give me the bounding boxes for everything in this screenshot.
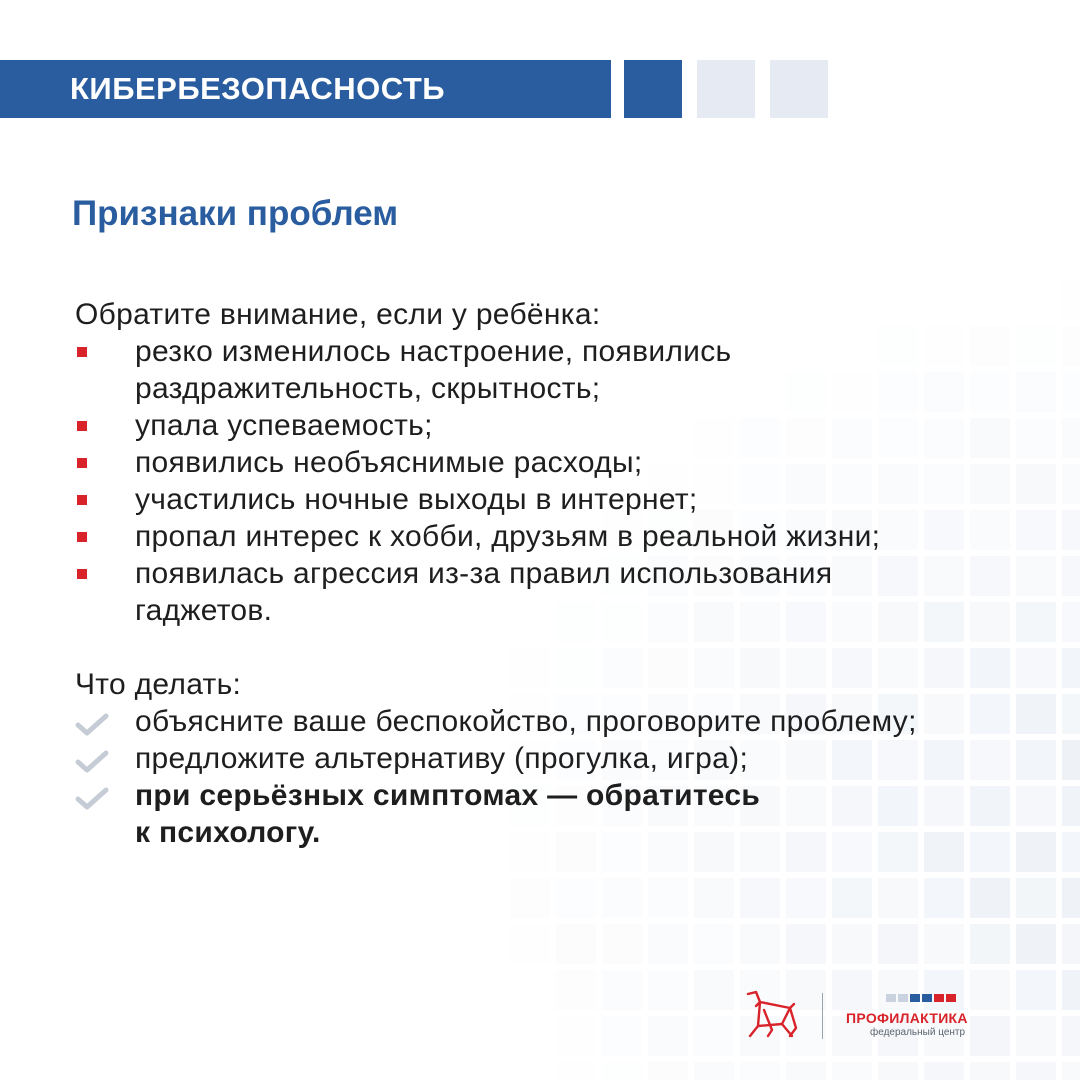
mosaic-tile [648,1016,688,1056]
mosaic-tile [970,372,1010,412]
sign-text: пропал интерес к хобби, друзьям в реальной жизни; [135,520,881,553]
mosaic-tile [1016,602,1056,642]
main-content [75,296,935,851]
mosaic-tile [648,878,688,918]
mosaic-tile [970,510,1010,550]
mosaic-tile [970,326,1010,366]
mosaic-tile [1016,372,1056,412]
mosaic-tile [1062,970,1080,1010]
mosaic-tile [832,878,872,918]
horse-logo-icon [742,990,800,1040]
action-text-bold-line2: к психологу. [135,816,321,849]
mosaic-tile [602,1062,642,1080]
mosaic-tile [1062,372,1080,412]
mosaic-tile [970,740,1010,780]
mosaic-tile [970,694,1010,734]
list-item [75,444,935,481]
mosaic-tile [970,648,1010,688]
header-title: КИБЕРБЕЗОПАСНОСТЬ [70,71,446,106]
mosaic-tile [1062,740,1080,780]
footer-divider [822,993,823,1039]
list-item [75,777,935,851]
mosaic-tile [1062,556,1080,596]
header-square-dark [624,60,682,118]
header-square-light [770,60,828,118]
actions-list [75,703,935,851]
mosaic-tile [970,556,1010,596]
mosaic-tile [924,878,964,918]
mosaic-tile [648,924,688,964]
mosaic-tile [1016,740,1056,780]
sign-text: участились ночные выходы в интернет; [135,483,698,516]
list-item [75,555,935,629]
mosaic-tile [924,924,964,964]
mosaic-tile [970,832,1010,872]
action-text: предложите альтернативу (прогулка, игра); [135,742,749,775]
mosaic-tile [1062,280,1080,320]
mosaic-tile [602,878,642,918]
checkmark-icon [75,750,109,774]
mosaic-tile [1062,924,1080,964]
mosaic-tile [1016,832,1056,872]
red-square-bullet-icon [77,458,87,468]
mosaic-tile [970,878,1010,918]
mosaic-tile [1062,418,1080,458]
sign-text: упала успеваемость; [135,409,433,442]
mosaic-tile [970,786,1010,826]
mosaic-tile [694,924,734,964]
mosaic-tile [1062,786,1080,826]
checkmark-icon [75,787,109,811]
mosaic-tile [1016,326,1056,366]
list-item [75,518,935,555]
mosaic-tile [556,924,596,964]
mosaic-tile [832,1062,872,1080]
mosaic-tile [1062,648,1080,688]
mosaic-tile [1062,326,1080,366]
mosaic-tile [556,878,596,918]
action-text: объясните ваше беспокойство, проговорите проблему; [135,705,917,738]
list-item [75,333,935,407]
mosaic-tile [1062,1016,1080,1056]
mosaic-tile [1016,464,1056,504]
mosaic-tile [556,1062,596,1080]
signs-intro: Обратите внимание, если у ребёнка: [75,298,601,331]
mosaic-tile [832,924,872,964]
spacer [75,629,935,666]
mosaic-tile [970,602,1010,642]
sign-text: появились необъяснимые расходы; [135,446,643,479]
mosaic-tile [602,970,642,1010]
sign-text: появилась агрессия из-за правил использования гаджетов. [135,557,833,627]
mosaic-tile [970,1062,1010,1080]
mosaic-tile [970,464,1010,504]
mosaic-tile [694,970,734,1010]
mosaic-tile [1016,510,1056,550]
mosaic-tile [1062,694,1080,734]
brand-subtitle: федеральный центр [870,1027,966,1038]
mosaic-tile [878,878,918,918]
actions-intro: Что делать: [75,668,242,701]
action-text-bold-line1: при серьёзных симптомах — обратитесь [135,779,761,812]
mosaic-tile [556,1016,596,1056]
mosaic-tile [924,1062,964,1080]
mosaic-tile [1016,694,1056,734]
mosaic-tile [878,924,918,964]
brand-name: ПРОФИЛАКТИКА [846,1010,968,1026]
mosaic-tile [1016,556,1056,596]
mosaic-tile [602,1016,642,1056]
mosaic-tile [878,1062,918,1080]
mosaic-tile [740,878,780,918]
mosaic-tile [1016,878,1056,918]
red-square-bullet-icon [77,495,87,505]
mosaic-tile [1062,832,1080,872]
red-square-bullet-icon [77,532,87,542]
list-item [75,481,935,518]
checkmark-icon [75,713,109,737]
mosaic-tile [786,924,826,964]
section-title: Признаки проблем [72,194,399,233]
brand-logo [846,994,1006,1038]
mosaic-tile [1062,464,1080,504]
list-item [75,407,935,444]
mosaic-tile [1016,418,1056,458]
mosaic-tile [1016,1016,1056,1056]
mosaic-tile [1062,510,1080,550]
mosaic-tile [648,970,688,1010]
red-square-bullet-icon [77,569,87,579]
mosaic-tile [602,924,642,964]
mosaic-tile [648,1062,688,1080]
mosaic-tile [510,924,550,964]
mosaic-tile [1016,1062,1056,1080]
header-banner [0,60,611,118]
mosaic-tile [970,418,1010,458]
brand-color-bars [886,994,1006,1002]
mosaic-tile [694,1016,734,1056]
mosaic-tile [694,878,734,918]
mosaic-tile [510,878,550,918]
mosaic-tile [740,1062,780,1080]
mosaic-tile [1062,602,1080,642]
sign-text: резко изменилось настроение, появились раздражительность, скрытность; [135,335,732,405]
header-square-light [697,60,755,118]
mosaic-tile [1062,1062,1080,1080]
mosaic-tile [694,1062,734,1080]
mosaic-tile [1016,924,1056,964]
list-item [75,703,935,740]
mosaic-tile [1016,970,1056,1010]
mosaic-tile [556,970,596,1010]
mosaic-tile [1016,648,1056,688]
mosaic-tile [1016,786,1056,826]
mosaic-tile [740,924,780,964]
mosaic-tile [970,924,1010,964]
mosaic-tile [786,1062,826,1080]
mosaic-tile [786,878,826,918]
red-square-bullet-icon [77,421,87,431]
signs-list [75,333,935,629]
mosaic-tile [1062,878,1080,918]
list-item [75,740,935,777]
red-square-bullet-icon [77,347,87,357]
